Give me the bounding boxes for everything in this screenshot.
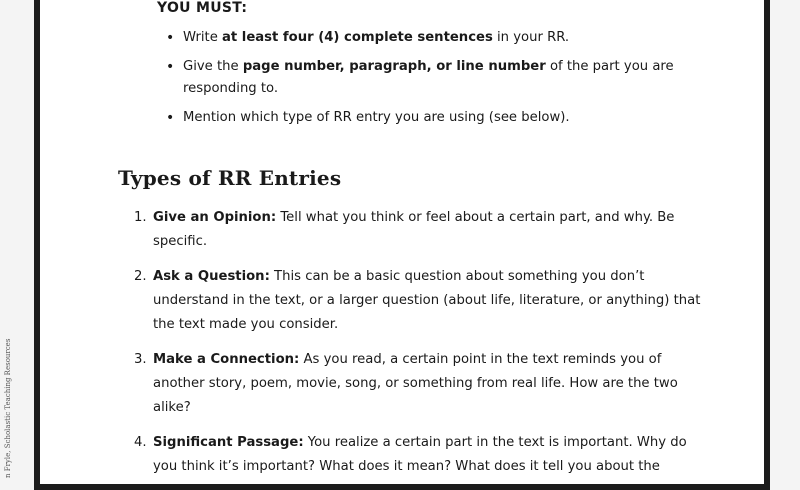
must-item-pre: Mention which type of RR entry you are using (see below). <box>183 110 570 125</box>
type-item <box>134 348 714 420</box>
type-title: Make a Connection: <box>153 352 300 367</box>
must-item-post: in your RR. <box>492 30 570 45</box>
must-item <box>160 107 680 129</box>
type-number: 2. <box>134 269 147 284</box>
type-title: Significant Passage: <box>153 435 304 450</box>
must-item-post: of the part you are responding to. <box>183 59 674 96</box>
type-item <box>134 206 714 254</box>
type-number: 1. <box>134 210 147 225</box>
type-title: Ask a Question: <box>153 269 270 284</box>
must-item-bold: page number, paragraph, or line number <box>242 59 546 74</box>
type-number: 3. <box>134 352 147 367</box>
side-credit <box>2 330 14 478</box>
types-heading: Types of RR Entries <box>118 166 342 190</box>
must-item <box>160 56 680 100</box>
must-item-pre: Give the <box>183 59 243 74</box>
type-item <box>134 265 714 337</box>
must-list <box>160 27 680 136</box>
type-item <box>134 431 714 479</box>
must-item <box>160 27 680 49</box>
type-title: Give an Opinion: <box>153 210 277 225</box>
type-text: As you read, a certain point in the text reminds you of another story, poem, movie, song, or something from real life. How are the two alike? <box>153 352 678 415</box>
type-text: You realize a certain part in the text is important. Why do you think it’s important? What does it mean? What does it tell you about the <box>153 435 687 474</box>
types-list <box>134 206 714 490</box>
must-item-pre: Write <box>183 30 223 45</box>
type-text: Tell what you think or feel about a certain part, and why. Be specific. <box>153 210 675 249</box>
must-item-bold: at least four (4) complete sentences <box>222 30 493 45</box>
side-credit-text: n Fryle, Scholastic Teaching Resources <box>4 338 12 478</box>
type-text: This can be a basic question about something you don’t understand in the text, or a larger question (about life, literature, or anything) that the text made you consider. <box>153 269 701 332</box>
type-number: 4. <box>134 435 147 450</box>
must-heading: YOU MUST: <box>157 0 248 16</box>
